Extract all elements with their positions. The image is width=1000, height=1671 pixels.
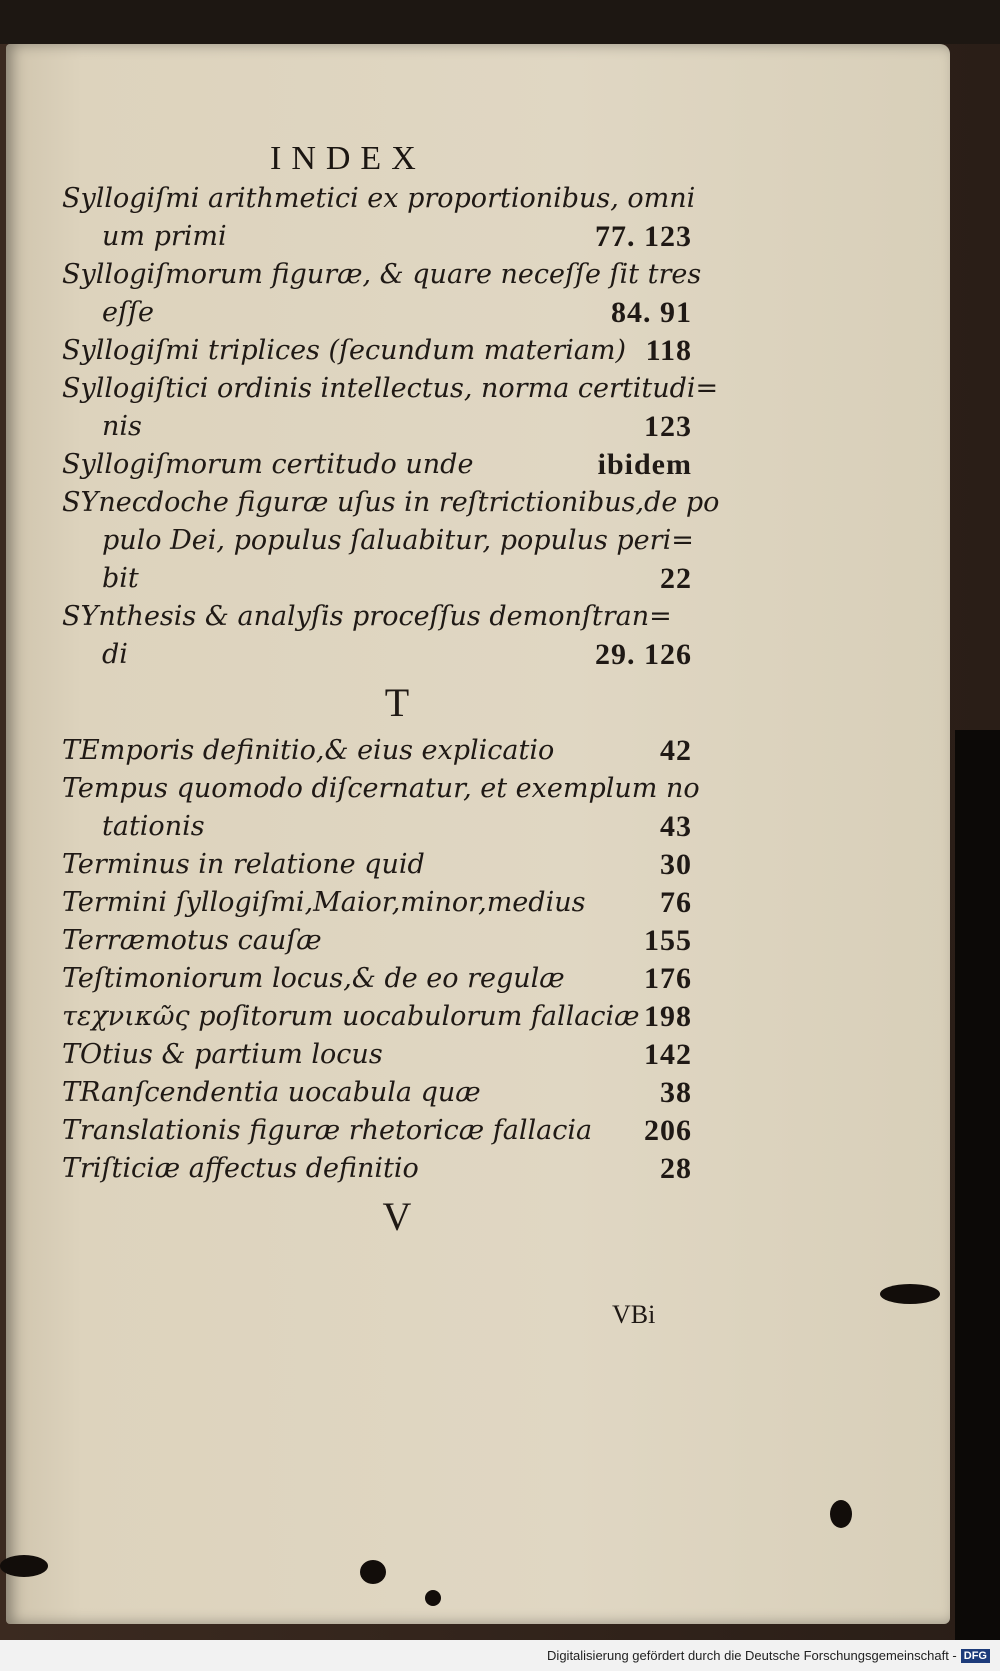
entry-line — [62, 636, 692, 674]
index-entry — [62, 846, 692, 884]
ink-blot — [880, 1284, 940, 1304]
entry-page-number: 198 — [644, 1000, 692, 1033]
scan-right-edge — [955, 730, 1000, 1640]
entry-page-number: 206 — [644, 1114, 692, 1147]
entry-line — [62, 598, 692, 636]
entry-text: nis — [102, 411, 142, 442]
entry-text: bit — [102, 563, 139, 594]
entry-page-number: 84. 91 — [611, 296, 692, 329]
entry-text: Termini ſyllogiſmi,Maior,minor,medius — [62, 887, 586, 918]
entry-line — [62, 370, 719, 408]
ink-blot — [0, 1555, 48, 1577]
entry-text: eſſe — [102, 297, 154, 328]
index-entry — [62, 884, 692, 922]
index-entry — [62, 770, 700, 846]
entry-line — [62, 770, 700, 808]
entry-page-number: 155 — [644, 924, 692, 957]
entry-text: um primi — [102, 221, 227, 252]
entry-line — [62, 732, 692, 770]
entry-text: pulo Dei, populus ſaluabitur, populus peri= — [102, 525, 694, 556]
entry-text: Syllogiſtici ordinis intellectus, norma certitudi= — [62, 373, 719, 404]
entry-line — [62, 922, 692, 960]
entry-line — [62, 180, 696, 218]
entry-text: TEmporis definitio,& eius explicatio — [62, 735, 555, 766]
entry-line — [62, 1112, 692, 1150]
section-letter: T — [384, 680, 410, 725]
entry-line — [62, 960, 692, 998]
entry-page-number: 76 — [660, 886, 692, 919]
entry-text: Syllogiſmorum figuræ, & quare neceſſe ſit tres — [62, 259, 702, 290]
entry-line — [62, 408, 692, 446]
index-entry — [62, 180, 696, 256]
entry-line — [62, 560, 692, 598]
entry-page-number: 118 — [645, 334, 692, 367]
index-entry — [62, 732, 692, 770]
entry-line — [62, 1074, 692, 1112]
entry-page-number: 29. 126 — [595, 638, 692, 671]
index-entry — [62, 370, 719, 446]
entry-text: Triſticiæ affectus definitio — [62, 1153, 419, 1184]
index-entry — [62, 1150, 692, 1188]
entry-page-number: 176 — [644, 962, 692, 995]
entry-text: Syllogiſmi arithmetici ex proportionibus, omni — [62, 183, 696, 214]
entry-line — [62, 522, 692, 560]
entry-page-number: 77. 123 — [595, 220, 692, 253]
entry-line — [62, 846, 692, 884]
dfg-logo: DFG — [961, 1649, 990, 1663]
entry-line — [62, 884, 692, 922]
section-letter: V — [382, 1194, 412, 1239]
page-header: INDEX — [270, 140, 426, 177]
entry-line — [62, 1150, 692, 1188]
entry-line — [62, 294, 692, 332]
entry-line — [62, 998, 692, 1036]
entry-page-number: 30 — [660, 848, 692, 881]
footer-credit — [547, 1648, 990, 1663]
index-entries — [62, 180, 720, 1246]
index-entry — [62, 960, 692, 998]
ink-blot — [360, 1560, 386, 1584]
entry-page-number: 142 — [644, 1038, 692, 1071]
entry-page-number: 38 — [660, 1076, 692, 1109]
entry-line — [62, 332, 692, 370]
index-entry — [62, 256, 702, 332]
index-entry — [62, 1112, 692, 1150]
entry-text: TRanſcendentia uocabula quæ — [62, 1077, 481, 1108]
entry-text: di — [102, 639, 128, 670]
entry-page-number: ibidem — [597, 448, 692, 481]
entry-line — [62, 218, 692, 256]
entry-page-number: 43 — [660, 810, 692, 843]
entry-text: Teſtimoniorum locus,& de eo regulæ — [62, 963, 565, 994]
entry-text: Translationis figuræ rhetoricæ fallacia — [62, 1115, 593, 1146]
scan-top-edge — [0, 0, 1000, 44]
index-entry — [62, 332, 692, 370]
entry-text: tationis — [102, 811, 205, 842]
index-entry — [62, 446, 692, 484]
entry-text: SYnthesis & analyſis proceſſus demonſtran= — [62, 601, 672, 632]
entry-line — [62, 484, 720, 522]
entry-text: Syllogiſmorum certitudo unde — [62, 449, 474, 480]
entry-page-number: 22 — [660, 562, 692, 595]
catchword: VBi — [612, 1300, 656, 1329]
entry-text: τεχνικῶς poſitorum uocabulorum fallaciæ — [62, 1001, 640, 1032]
entry-page-number: 123 — [644, 410, 692, 443]
footer-text: Digitalisierung gefördert durch die Deutsche Forschungsgemeinschaft - — [547, 1648, 957, 1663]
entry-text: SYnecdoche figuræ uſus in reſtrictionibus,de po — [62, 487, 720, 518]
entry-line — [62, 256, 702, 294]
entry-text: Terminus in relatione quid — [62, 849, 425, 880]
entry-line — [62, 446, 692, 484]
index-entry — [62, 998, 692, 1036]
ink-blot — [830, 1500, 852, 1528]
ink-blot — [425, 1590, 441, 1606]
entry-line — [62, 1036, 692, 1074]
index-entry — [62, 1074, 692, 1112]
index-entry — [62, 1036, 692, 1074]
index-entry — [62, 598, 692, 674]
entry-text: Syllogiſmi triplices (ſecundum materiam) — [62, 335, 627, 366]
entry-text: TOtius & partium locus — [62, 1039, 383, 1070]
index-entry — [62, 922, 692, 960]
index-entry — [62, 484, 720, 598]
entry-line — [62, 808, 692, 846]
entry-page-number: 28 — [660, 1152, 692, 1185]
entry-text: Tempus quomodo diſcernatur, et exemplum no — [62, 773, 700, 804]
entry-text: Terræmotus cauſæ — [62, 925, 322, 956]
entry-page-number: 42 — [660, 734, 692, 767]
